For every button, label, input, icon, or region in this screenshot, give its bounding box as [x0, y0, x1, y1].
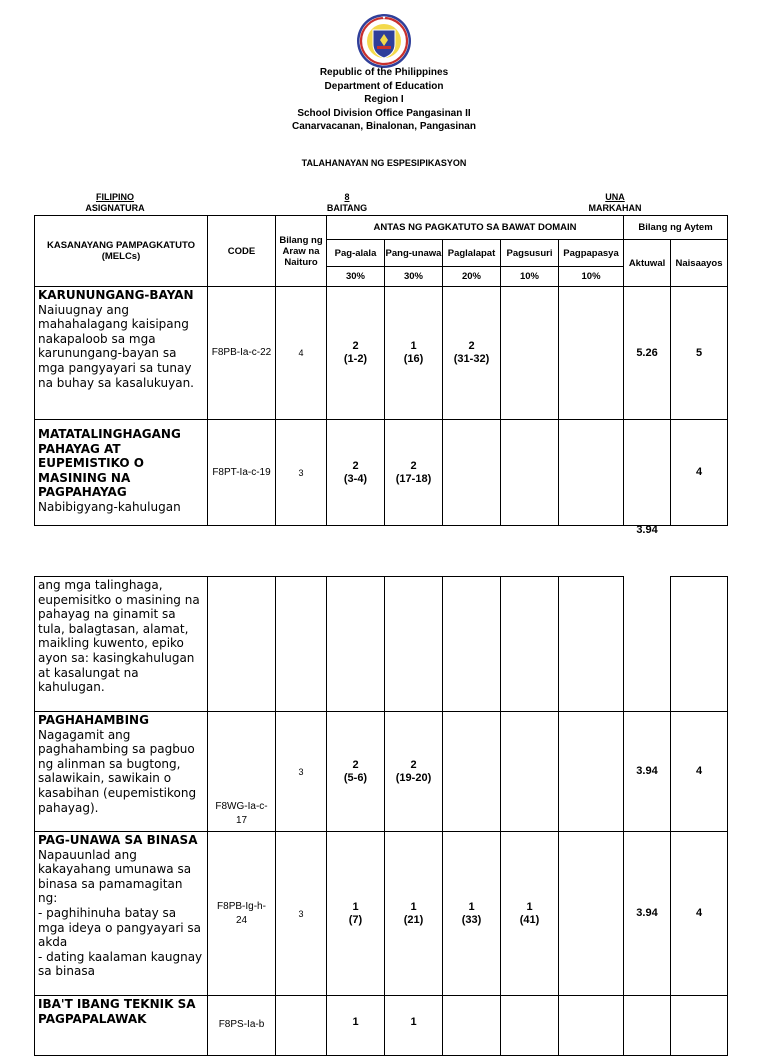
- evaluate-cell: [559, 420, 624, 526]
- col-understand-header: Pang-unawa: [385, 240, 443, 267]
- quarter-label: MARKAHAN: [588, 203, 642, 213]
- apply-items: (33): [461, 913, 482, 926]
- apply-count: 1: [468, 900, 475, 913]
- col-apply-header: Paglalapat: [443, 240, 501, 267]
- remember-cell: [327, 577, 385, 712]
- understand-count: 1: [410, 340, 417, 352]
- competency-desc-continued: ang mga talinghaga, eupemisitko o masining na pahayag na ginamit sa tula, balagtasan, alamat, maikling kuwento, epiko ayon sa: kasingkahulugan at kasalungat na kahulugan.: [38, 578, 200, 695]
- code-cell: [208, 577, 276, 712]
- apply-count: 2: [468, 340, 475, 352]
- specification-table: [34, 215, 728, 536]
- competency-title: MATATALINGHAGANG PAHAYAG AT EUPEMISTIKO O MASINING NA PAGPAHAYAG: [38, 427, 181, 500]
- remember-items: (3-4): [343, 472, 368, 485]
- quarter-value: UNA: [605, 192, 625, 202]
- adjusted-count: 4: [671, 712, 728, 832]
- header-department: Department of Education: [324, 80, 444, 92]
- header-address: Canarvacanan, Binalonan, Pangasinan: [292, 121, 476, 132]
- actual-cell: [624, 996, 671, 1056]
- competency-desc: Napauunlad ang kakayahang umunawa sa binasa sa pamamagitan ng:: [38, 847, 192, 906]
- analyze-cell: [501, 996, 559, 1056]
- understand-count: 1: [410, 900, 417, 913]
- apply-cell: [443, 420, 501, 526]
- apply-cell: [443, 996, 501, 1056]
- remember-items: (1-2): [343, 353, 368, 365]
- table-row: [35, 832, 728, 996]
- competency-code: F8PB-Ia-c-22: [208, 287, 276, 420]
- evaluate-cell: [559, 287, 624, 420]
- remember-items: (5-6): [343, 771, 368, 784]
- days-cell: [276, 996, 327, 1056]
- header-division: School Division Office Pangasinan II: [297, 107, 471, 119]
- table-row: [35, 287, 728, 420]
- competency-desc-item: - paghihinuha batay sa mga ideya o pangyayari sa akda: [38, 905, 202, 950]
- table-row: [35, 712, 728, 832]
- days-taught: 3: [276, 832, 327, 996]
- competency-title: PAGHAHAMBING: [38, 713, 149, 727]
- remember-count: 1: [352, 900, 359, 913]
- grade-value: 8: [344, 192, 350, 202]
- pct-remember: 30%: [327, 267, 385, 287]
- days-taught: 3: [276, 420, 327, 526]
- col-competency-header: KASANAYANG PAMPAGKATUTO (MELCs): [35, 216, 208, 287]
- adjusted-cell: [671, 996, 728, 1056]
- competency-desc: Nabibigyang-kahulugan: [38, 499, 181, 514]
- competency-code: F8PT-Ia-c-19: [208, 420, 276, 526]
- header-region: Region I: [364, 94, 404, 105]
- understand-count: 2: [410, 758, 417, 771]
- pct-evaluate: 10%: [559, 267, 624, 287]
- understand-items: (17-18): [395, 472, 432, 485]
- analyze-cell: [501, 287, 559, 420]
- competency-title: IBA'T IBANG TEKNIK SA PAGPAPALAWAK: [38, 997, 196, 1026]
- analyze-count: 1: [526, 900, 533, 913]
- analyze-cell: [501, 712, 559, 832]
- remember-count: 2: [352, 459, 359, 472]
- understand-items: (16): [403, 353, 424, 365]
- understand-count: 2: [410, 459, 417, 472]
- analyze-cell: [501, 577, 559, 712]
- col-days-header: Bilang ng Araw na Naituro: [276, 216, 327, 287]
- table-row: [35, 420, 728, 526]
- understand-items: (19-20): [395, 771, 432, 784]
- header-country: Republic of the Philippines: [319, 67, 449, 78]
- col-actual-header: Aktuwal: [624, 240, 671, 287]
- table-row: [35, 996, 728, 1056]
- apply-items: (31-32): [453, 353, 490, 365]
- table-row: [35, 577, 728, 712]
- col-adjusted-header: Naisaayos: [671, 240, 728, 287]
- apply-cell: [443, 712, 501, 832]
- actual-count: 3.94: [624, 712, 671, 832]
- competency-title: PAG-UNAWA SA BINASA: [38, 833, 198, 847]
- col-remember-header: Pag-alala: [327, 240, 385, 267]
- days-taught: 3: [276, 712, 327, 832]
- days-taught: 4: [276, 287, 327, 420]
- col-code-header: CODE: [208, 216, 276, 287]
- evaluate-cell: [559, 832, 624, 996]
- deped-seal-logo: [356, 13, 412, 69]
- analyze-cell: [501, 420, 559, 526]
- items-group-header: Bilang ng Aytem: [624, 216, 728, 240]
- document-title: TALAHANAYAN NG ESPESIPIKASYON: [301, 158, 467, 168]
- actual-cell: [624, 577, 671, 712]
- competency-desc: Nagagamit ang paghahambing sa pagbuo ng alinman sa bugtong, salawikain, sawikain o kasabihan (eupemistikong pahayag).: [38, 727, 197, 815]
- competency-desc: Naiuugnay ang mahahalagang kaisipang nakapaloob sa mga karunungang-bayan sa mga pangyayari sa tunay na buhay sa kasalukuyan.: [38, 302, 194, 390]
- adjusted-count: 4: [671, 832, 728, 996]
- domain-group-header: ANTAS NG PAGKATUTO SA BAWAT DOMAIN: [327, 216, 624, 240]
- remember-count: 2: [352, 758, 359, 771]
- actual-count: 3.94: [636, 524, 658, 536]
- competency-desc-item: - dating kaalaman kaugnay sa binasa: [38, 949, 203, 979]
- evaluate-cell: [559, 996, 624, 1056]
- adjusted-count: 5: [671, 287, 728, 420]
- competency-code: F8PB-Ig-h-24: [208, 832, 276, 996]
- actual-count: 5.26: [624, 287, 671, 420]
- specification-table-continued: [34, 576, 728, 1056]
- remember-count: 2: [352, 340, 359, 352]
- col-evaluate-header: Pagpapasya: [559, 240, 624, 267]
- analyze-items: (41): [519, 913, 540, 926]
- evaluate-cell: [559, 577, 624, 712]
- competency-title: KARUNUNGANG-BAYAN: [38, 288, 194, 302]
- grade-label: BAITANG: [326, 203, 368, 213]
- adjusted-cell: [671, 577, 728, 712]
- days-cell: [276, 577, 327, 712]
- competency-code: F8PS-Ia-b: [208, 996, 276, 1056]
- remember-items: (7): [348, 913, 363, 926]
- remember-count: 1: [327, 996, 385, 1056]
- subject-label: ASIGNATURA: [85, 203, 145, 213]
- col-analyze-header: Pagsusuri: [501, 240, 559, 267]
- apply-cell: [443, 577, 501, 712]
- understand-count: 1: [385, 996, 443, 1056]
- understand-items: (21): [403, 913, 424, 926]
- understand-cell: [385, 577, 443, 712]
- pct-analyze: 10%: [501, 267, 559, 287]
- actual-count: 3.94: [624, 832, 671, 996]
- evaluate-cell: [559, 712, 624, 832]
- pct-understand: 30%: [385, 267, 443, 287]
- subject-value: FILIPINO: [96, 192, 134, 202]
- pct-apply: 20%: [443, 267, 501, 287]
- competency-code: F8WG-Ia-c-17: [208, 712, 276, 832]
- adjusted-count: 4: [671, 420, 728, 526]
